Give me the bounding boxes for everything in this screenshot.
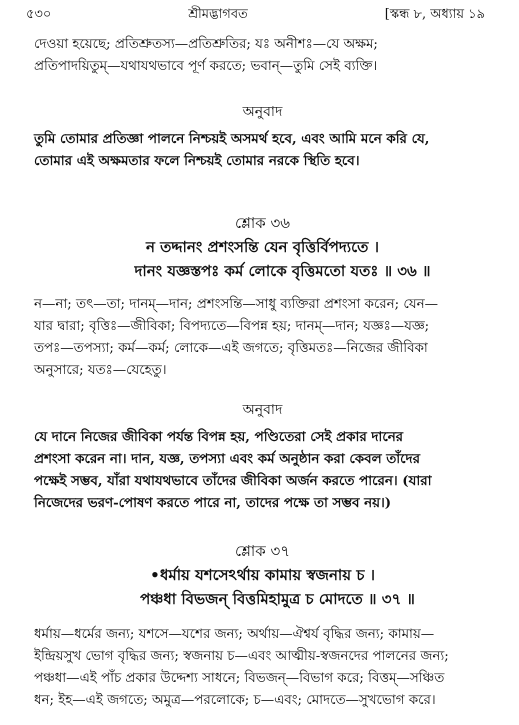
verse-text: ধর্মায় যশসেঽর্থায় কামায় স্বজনায় চ । <box>159 566 376 584</box>
page-number: ৫৩০ <box>26 6 52 22</box>
translation-text <box>34 128 491 172</box>
synonym-line: অনুসারে; যতঃ—যেহেতু। <box>34 363 167 378</box>
synonym-line: পঞ্চধা—এই পাঁচ প্রকার উদ্দেশ্য সাধনে; বিভজন্—বিভাগ করে; বিত্তম্—সঞ্চিত <box>34 671 445 686</box>
chapter-reference: [স্কন্ধ ৮, অধ্যায় ১৯ <box>384 6 485 22</box>
verse-line: ন তদ্দানং প্রশংসন্তি যেন বৃত্তির্বিপদ্যতে । <box>146 238 379 256</box>
translation-line: পক্ষেই সম্ভব, যাঁরা যথাযথভাবে তাঁদের জীবিকা অর্জন করতে পারেন। (যারা <box>34 473 432 489</box>
bullet-mark: • <box>150 566 160 584</box>
synonyms-37 <box>34 624 491 712</box>
synonym-line: তপঃ—তপস্যা; কর্ম—কর্ম; লোকে—এই জগতে; বৃত্তিমতঃ—নিজের জীবিকা <box>34 341 428 356</box>
verse-line <box>34 564 491 589</box>
verse-heading: শ্লোক ৩৭ <box>235 542 290 560</box>
synonym-line: ধর্মায়—ধর্মের জন্য; যশসে—যশের জন্য; অর্থায়—ঐশ্বর্য বৃদ্ধির জন্য; কামায়— <box>34 627 435 642</box>
translation-section-2 <box>34 398 491 518</box>
synonym-line: প্রতিপাদয়িতুম্—যথাযথভাবে পূর্ণ করতে; ভবান্—তুমি সেই ব্যক্তি। <box>34 59 378 74</box>
verse-36 <box>34 212 491 292</box>
top-synonyms <box>34 34 491 78</box>
verse-line: দানং যজ্ঞস্তপঃ কর্ম লোকে বৃত্তিমতো যতঃ ॥ ৩৬ ॥ <box>134 262 431 280</box>
synonym-line: ন—না; তৎ—তা; দানম্—দান; প্রশংসন্তি—সাধু ব্যক্তিরা প্রশংসা করেন; যেন— <box>34 297 438 312</box>
translation-line: তোমার এই অক্ষমতার ফলে নিশ্চয়ই তোমার নরকে স্থিতি হবে। <box>34 153 360 169</box>
translation-heading: অনুবাদ <box>242 402 283 418</box>
synonym-line: যার দ্বারা; বৃত্তিঃ—জীবিকা; বিপদ্যতে—বিপন্ন হয়; দানম্—দান; যজ্ঞঃ—যজ্ঞ; <box>34 319 430 334</box>
synonym-line: ইন্দ্রিয়সুখ ভোগ বৃদ্ধির জন্য; স্বজনায় চ—এবং আত্মীয়-স্বজনদের পালনের জন্য; <box>34 649 449 664</box>
synonym-line: দেওয়া হয়েছে; প্রতিশ্রুতস্য—প্রতিশ্রুতির; যঃ অনীশঃ—যে অক্ষম; <box>34 37 378 52</box>
translation-text <box>34 426 491 514</box>
translation-line: প্রশংসা করেন না। দান, যজ্ঞ, তপস্যা এবং কর্ম অনুষ্ঠান করা কেবল তাঁদের <box>34 451 420 467</box>
translation-line: যে দানে নিজের জীবিকা পর্যন্ত বিপন্ন হয়, পণ্ডিতেরা সেই প্রকার দানের <box>34 429 404 445</box>
translation-line: নিজেদের ভরণ-পোষণ করতে পারে না, তাদের পক্ষে তা সম্ভব নয়।) <box>34 495 392 511</box>
translation-heading: অনুবাদ <box>242 104 283 120</box>
translation-line: তুমি তোমার প্রতিজ্ঞা পালনে নিশ্চয়ই অসমর্থ হবে, এবং আমি মনে করি যে, <box>34 131 430 147</box>
page-header <box>26 4 485 26</box>
verse-heading: শ্লোক ৩৬ <box>235 214 290 232</box>
book-title: শ্রীমদ্ভাগবত <box>188 6 248 22</box>
verse-line: পঞ্চধা বিভজন্ বিত্তমিহামুত্র চ মোদতে ॥ ৩৭ ॥ <box>140 590 415 608</box>
synonym-line: ধন; ইহ—এই জগতে; অমুত্র—পরলোকে; চ—এবং; মোদতে—সুখভোগ করে। <box>34 693 436 708</box>
verse-37 <box>34 540 491 620</box>
translation-section-1 <box>34 100 491 180</box>
synonyms-36 <box>34 294 491 382</box>
